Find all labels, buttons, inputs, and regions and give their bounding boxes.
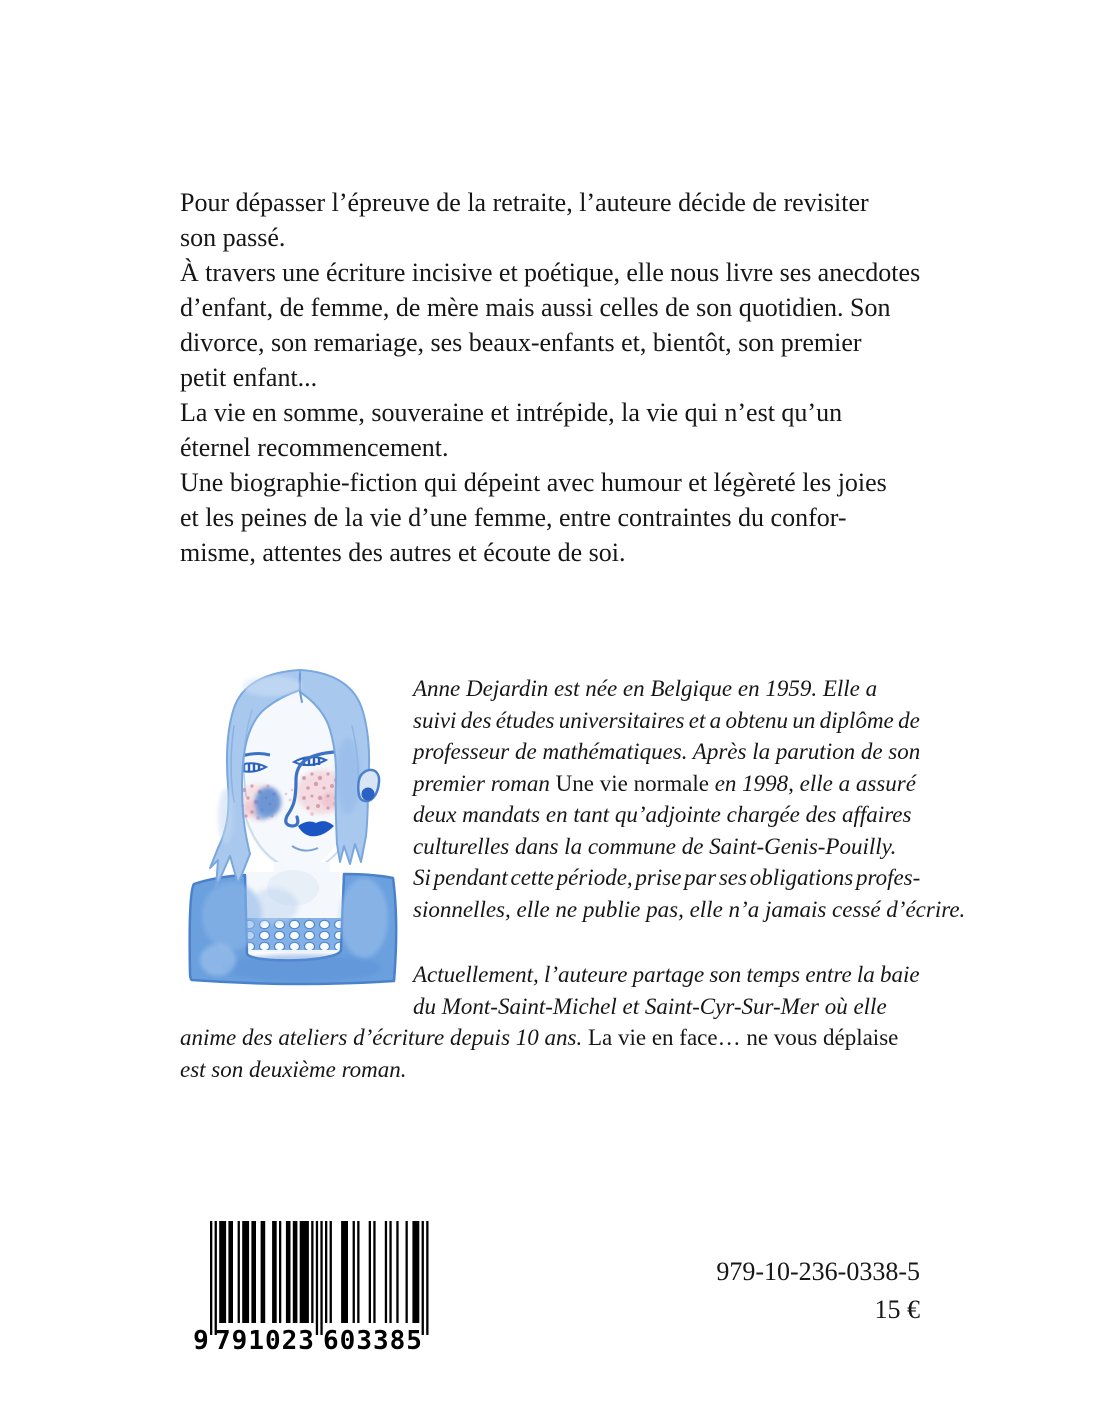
barcode-right-digits: 603385 [323,1326,423,1355]
blurb [180,185,920,570]
bio-text-run: deux mandats en tant qu’adjointe chargée des affaires [413,802,912,827]
barcode [184,1221,434,1355]
bio-line [180,1054,920,1086]
blurb-line: et les peines de la vie d’une femme, entre contraintes du confor- [180,503,847,532]
bio-line [413,705,920,737]
barcode-prefix-digit: 9 [193,1326,209,1355]
blurb-line: Une biographie-fiction qui dépeint avec humour et légèreté les joies [180,468,887,497]
bio-text-run: est son deuxième roman. [180,1056,407,1082]
bio-text-run: premier roman [413,770,556,796]
bio-text-run: du Mont-Saint-Michel et Saint-Cyr-Sur-Mer où elle [413,993,887,1019]
bio-line [413,768,920,800]
book-title-run: Une vie normale [555,770,715,796]
bio-text [180,673,966,1085]
bio-line [413,736,920,768]
bio-text-run: professeur de mathématiques. Après la parution de son [413,739,921,764]
blurb-line: petit enfant... [180,363,318,392]
bio-line [413,831,920,863]
blurb-line: À travers une écriture incisive et poétique, elle nous livre ses anecdotes [180,258,921,287]
bio-text-run: en 1998, elle a assuré [714,770,916,796]
blurb-line: éternel recommencement. [180,433,449,462]
bio-text-run: Si pendant cette période, prise par ses obligations profes- [413,865,921,890]
bio-line [413,991,920,1023]
blurb-line: son passé. [180,223,286,252]
blurb-line: Pour dépasser l’épreuve de la retraite, l’auteure décide de revisiter [180,188,869,217]
blurb-line: divorce, son remariage, ses beaux-enfants et, bientôt, son premier [180,328,862,357]
bio-text-run: sionnelles, elle ne publie pas, elle n’a jamais cessé d’écrire. [413,896,966,922]
blurb-line: d’enfant, de femme, de mère mais aussi celles de son quotidien. Son [180,293,891,322]
book-title-run: La vie en face… ne vous déplaise [587,1025,899,1050]
bio-text-run: Anne Dejardin est née en Belgique en 1959. Elle a [413,676,878,701]
isbn-text: 979-10-236-0338-5 [716,1257,920,1286]
bio-line [180,1022,920,1054]
bio-text-run: culturelles dans la commune de Saint-Genis-Pouilly. [413,833,897,859]
bio-line [413,799,920,831]
footer-info [500,1253,920,1329]
bio-text-run: Actuellement, l’auteure partage son temps entre la baie [413,962,920,987]
blurb-line: La vie en somme, souveraine et intrépide, la vie qui n’est qu’un [180,398,843,427]
bio-line [413,862,920,894]
bio-line [413,959,920,991]
bio-paragraph [180,673,966,925]
bio-text-run: anime des ateliers d’écriture depuis 10 ans. [180,1025,588,1050]
barcode-left-digits: 791023 [215,1326,315,1355]
bio-line [413,673,920,705]
blurb-line: misme, attentes des autres et écoute de soi. [180,538,626,567]
bio-line [413,894,966,926]
bio-paragraph [180,959,920,1085]
price-text: 15 € [874,1295,920,1324]
bio-text-run: suivi des études universitaires et a obtenu un diplôme de [413,707,920,733]
barcode-bars [210,1221,429,1335]
